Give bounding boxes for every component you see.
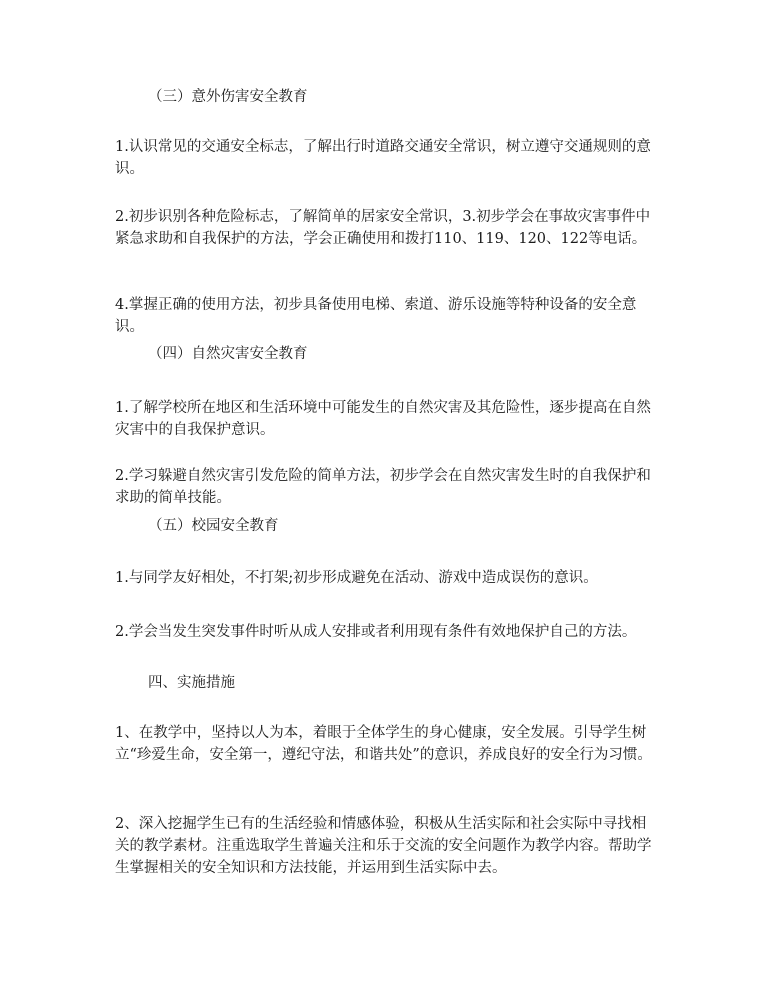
paragraph-special-equipment: 4.掌握正确的使用方法，初步具备使用电梯、索道、游乐设施等特种设备的安全意识。 [115,297,637,335]
paragraph-traffic-safety: 1.认识常见的交通安全标志，了解出行时道路交通安全常识，树立遵守交通规则的意识。 [115,139,651,177]
section-heading-campus-safety: （五）校园安全教育 [148,518,279,534]
section-heading-accidental-injury: （三）意外伤害安全教育 [148,89,308,105]
paragraph-disaster-awareness: 1.了解学校所在地区和生活环境中可能发生的自然灾害及其危险性，逐步提高在自然灾害中的自我保护意识。 [115,400,651,438]
section-heading-implementation: 四、实施措施 [148,675,235,691]
paragraph-measure-2: 2、深入挖掘学生已有的生活经验和情感体验，积极从生活实际和社会实际中寻找相关的教学素材。注重选取学生普遍关注和乐于交流的安全问题作为教学内容。帮助学生掌握相关的安全知识和方法技能，并运用到生活实际中去。 [115,816,652,876]
paragraph-measure-1: 1、在教学中，坚持以人为本，着眼于全体学生的身心健康，安全发展。引导学生树立“珍爱生命，安全第一，遵纪守法，和谐共处”的意识，养成良好的安全行为习惯。 [115,725,652,763]
paragraph-disaster-skills: 2.学习躲避自然灾害引发危险的简单方法，初步学会在自然灾害发生时的自我保护和求助的简单技能。 [115,468,651,506]
paragraph-get-along: 1.与同学友好相处，不打架;初步形成避免在活动、游戏中造成误伤的意识。 [115,570,598,586]
paragraph-emergency-response: 2.学会当发生突发事件时听从成人安排或者利用现有条件有效地保护自己的方法。 [115,624,637,640]
section-heading-natural-disaster: （四）自然灾害安全教育 [148,346,308,362]
paragraph-danger-signs: 2.初步识别各种危险标志，了解简单的居家安全常识，3.初步学会在事故灾害事件中紧急求助和自我保护的方法，学会正确使用和拨打110、119、120、122等电话。 [115,209,651,247]
